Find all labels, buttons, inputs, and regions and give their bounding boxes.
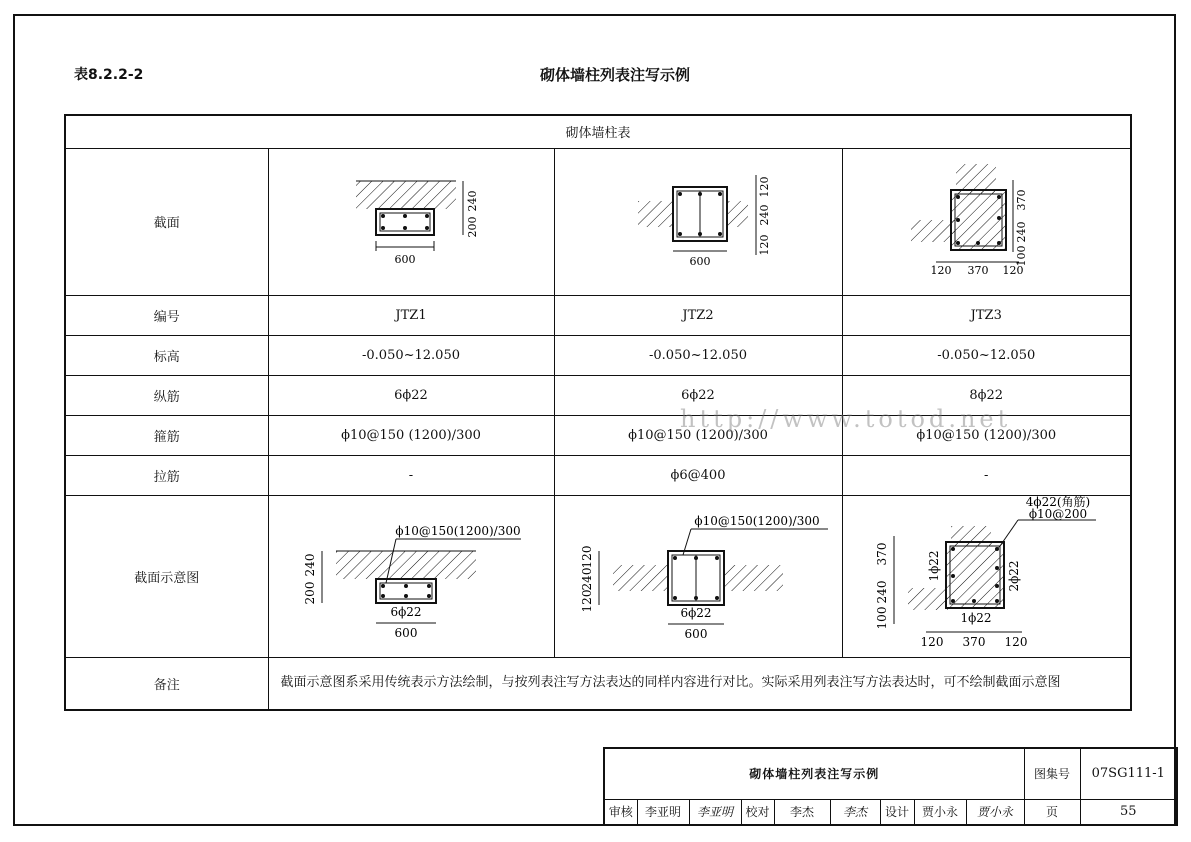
titleblock-check-label: 校对 [741,799,774,825]
diag1-bars-label: 6ϕ22 [390,605,422,619]
dim-d2-jtz2: 240 [758,204,771,225]
cell-long-bars-jtz1: 6ϕ22 [268,375,554,415]
diag3-w3-label: 120 [1004,635,1028,649]
watermark-text: http://www.totod.net [680,405,1012,433]
row-label-section: 截面 [65,148,268,295]
dim-d3-jtz2: 120 [758,234,771,255]
section-cell-jtz1 [268,148,554,295]
diag3-h1-label: 370 [875,542,890,566]
section-cell-jtz3 [842,148,1131,295]
titleblock-review-label: 审核 [604,799,637,825]
dim-w1-jtz3: 120 [930,263,952,277]
diag3-stirrup-label: ϕ10@200 [1029,507,1088,521]
dim-h3-jtz3: 100 [1015,245,1029,266]
row-label-stirrups: 箍筋 [65,415,268,455]
section-diagram-jtz3 [846,496,1126,652]
row-label-section-diagram: 截面示意图 [65,495,268,657]
diag1-stirrup-label: ϕ10@150(1200)/300 [395,524,521,538]
page-heading: 砌体墙柱列表注写示例 [540,66,691,84]
dim-width-jtz2: 600 [689,254,711,268]
titleblock-reviewer: 李亚明 [637,799,689,825]
cell-ties-jtz1: - [268,455,554,495]
diag3-bottom-label: 1ϕ22 [960,611,992,625]
titleblock-atlas-label: 图集号 [1024,748,1080,799]
section-diagram-jtz2 [563,499,833,649]
cell-stirrups-jtz2: ϕ10@150 (1200)/300 [554,415,842,455]
cell-elevation-jtz1: -0.050~12.050 [268,335,554,375]
title-block [603,747,1178,826]
titleblock-reviewer-signature: 李亚明 [689,799,741,825]
diag1-d2-label: 200 [303,581,317,605]
diagram-cell-jtz1 [268,495,554,657]
dim-w3-jtz3: 120 [1002,263,1024,277]
remarks-text: 截面示意图系采用传统表示方法绘制，与按列表注写方法表达的同样内容进行对比。实际采用列表注写方法表达时，可不绘制截面示意图 [268,657,1131,710]
diag2-bars-label: 6ϕ22 [680,606,712,620]
section-cell-jtz2 [554,148,842,295]
titleblock-title: 砌体墙柱列表注写示例 [604,748,1024,799]
cell-number-jtz3: JTZ3 [842,295,1131,335]
diag2-stirrup-label: ϕ10@150(1200)/300 [694,514,820,528]
dim-h1-jtz3: 370 [1015,189,1029,210]
dim-w2-jtz3: 370 [967,263,989,277]
titleblock-checker-signature: 李杰 [830,799,880,825]
diagram-cell-jtz3 [842,495,1131,657]
titleblock-checker: 李杰 [774,799,830,825]
dim-d2-jtz1: 200 [466,216,479,237]
section-drawing-jtz2 [618,165,778,275]
titleblock-page-no: 55 [1080,799,1177,825]
diag3-corner-label: 4ϕ22(角筋) [1026,496,1091,509]
diag2-d2-label: 240 [580,567,594,591]
cell-elevation-jtz2: -0.050~12.050 [554,335,842,375]
dim-d1-jtz2: 120 [758,176,771,197]
dim-h2-jtz3: 240 [1015,221,1029,242]
diag3-right-label: 2ϕ22 [1007,560,1022,592]
diag3-w2-label: 370 [962,635,986,649]
titleblock-design-label: 设计 [880,799,914,825]
row-label-elevation: 标高 [65,335,268,375]
titleblock-designer-signature: 贾小永 [966,799,1024,825]
row-label-remarks: 备注 [65,657,268,710]
diag3-w1-label: 120 [920,635,944,649]
section-drawing-jtz3 [901,160,1071,280]
diag3-h2-label: 240 [875,580,890,604]
dim-d1-jtz1: 240 [466,190,479,211]
section-drawing-jtz1 [331,165,491,275]
cell-number-jtz1: JTZ1 [268,295,554,335]
diag1-width-label: 600 [394,626,418,640]
row-label-long-bars: 纵筋 [65,375,268,415]
cell-elevation-jtz3: -0.050~12.050 [842,335,1131,375]
cell-long-bars-jtz3: 8ϕ22 [842,375,1131,415]
cell-number-jtz2: JTZ2 [554,295,842,335]
titleblock-designer: 贾小永 [914,799,966,825]
cell-ties-jtz3: - [842,455,1131,495]
diag3-h3-label: 100 [875,606,890,630]
masonry-column-table [64,114,1132,711]
table-caption: 砌体墙柱表 [65,115,1131,148]
row-label-number: 编号 [65,295,268,335]
diag2-width-label: 600 [684,627,708,641]
dim-width-jtz1: 600 [394,252,416,266]
diag1-d1-label: 240 [303,553,317,577]
cell-stirrups-jtz3: ϕ10@150 (1200)/300 [842,415,1131,455]
table-id: 表8.2.2-2 [74,67,144,83]
cell-ties-jtz2: ϕ6@400 [554,455,842,495]
titleblock-atlas-no: 07SG111-1 [1080,748,1177,799]
section-diagram-jtz1 [276,499,546,649]
diagram-cell-jtz2 [554,495,842,657]
diag2-d1-label: 120 [580,545,594,569]
diag3-left-label: 1ϕ22 [927,550,942,582]
row-label-ties: 拉筋 [65,455,268,495]
cell-long-bars-jtz2: 6ϕ22 [554,375,842,415]
titleblock-page-label: 页 [1024,799,1080,825]
cell-stirrups-jtz1: ϕ10@150 (1200)/300 [268,415,554,455]
diag2-d3-label: 120 [580,589,594,613]
